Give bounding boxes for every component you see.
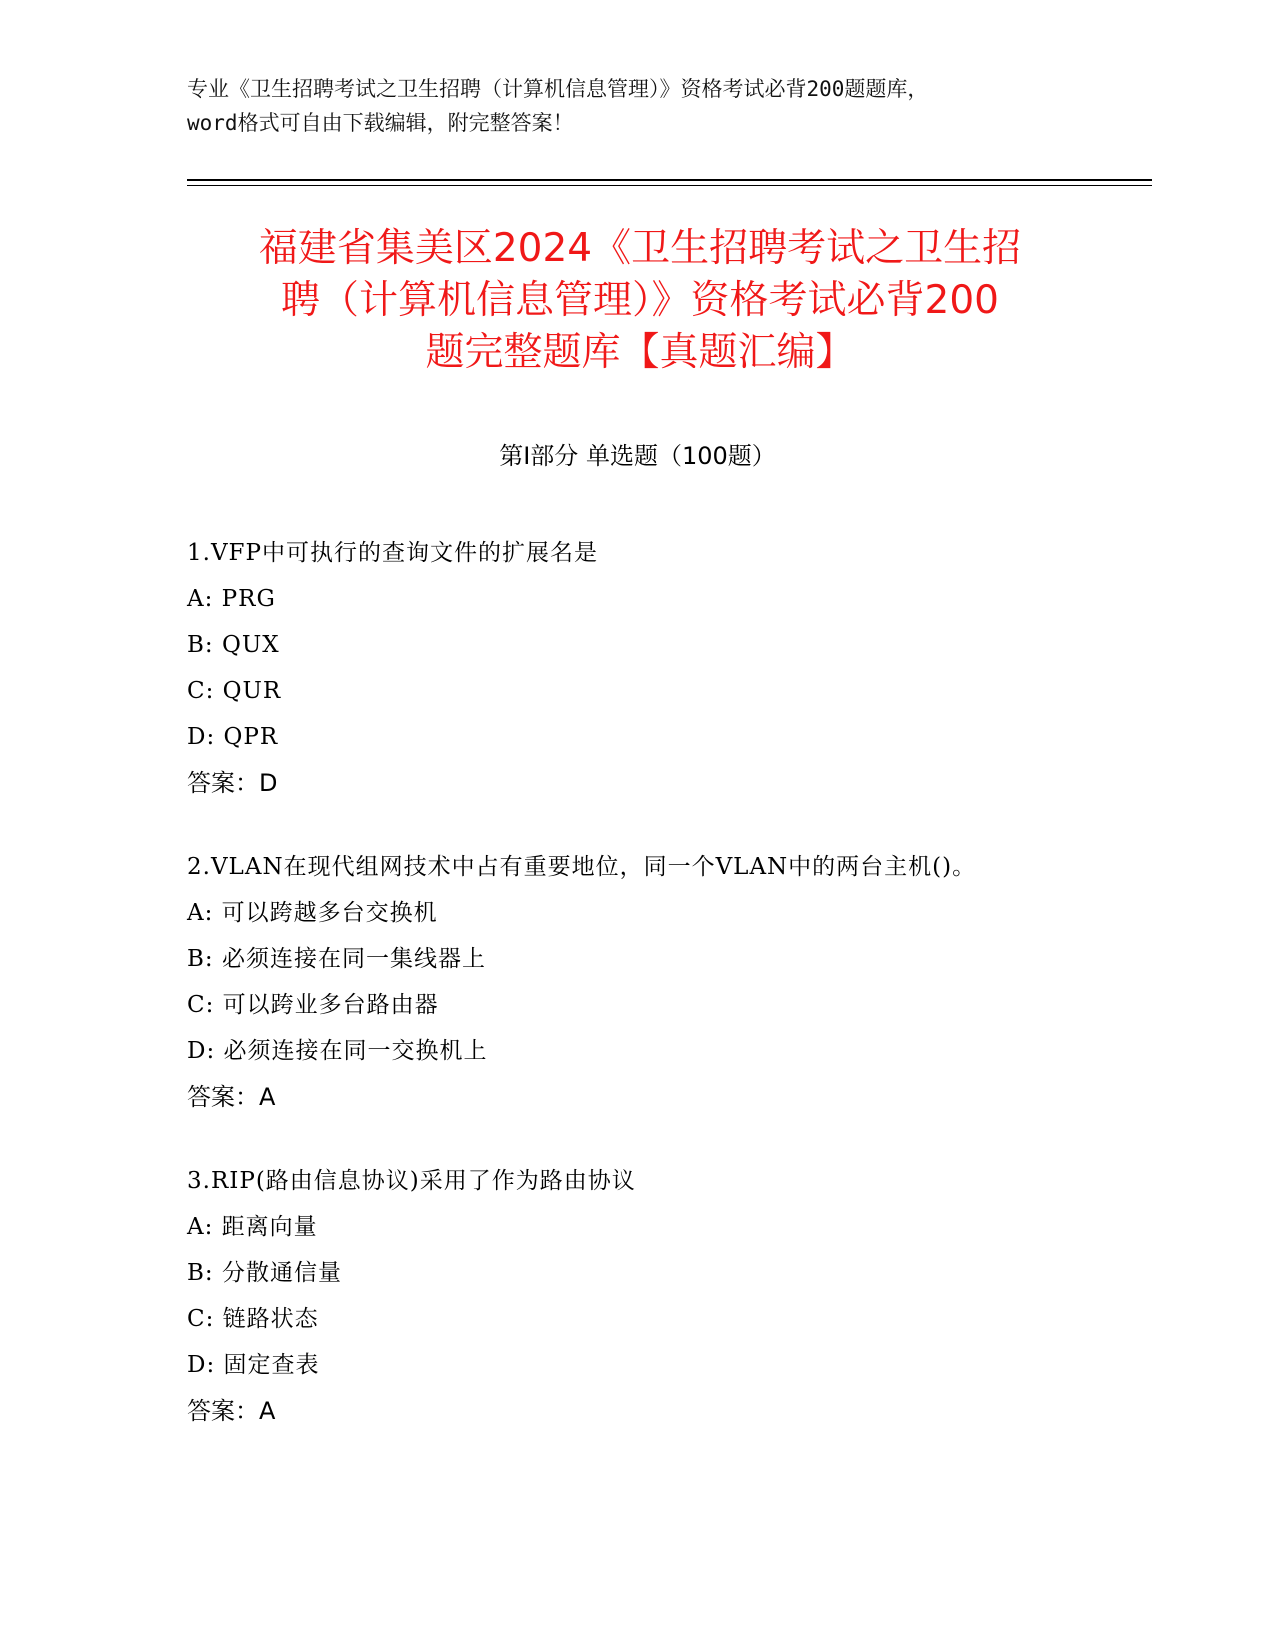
option-a: A: 可以跨越多台交换机 — [187, 900, 438, 926]
question-stem: 1.VFP中可执行的查询文件的扩展名是 — [187, 540, 598, 566]
question-item — [187, 1158, 1087, 1434]
option-c: C: 可以跨业多台路由器 — [187, 992, 439, 1018]
option-d: D: QPR — [187, 724, 279, 750]
option-d: D: 固定查表 — [187, 1352, 320, 1378]
title-line-1: 福建省集美区2024《卫生招聘考试之卫生招 — [258, 226, 1022, 271]
document-title — [190, 223, 1090, 379]
option-c: C: 链路状态 — [187, 1306, 319, 1332]
question-list — [187, 530, 1087, 1472]
header-rule-thick — [187, 179, 1152, 181]
option-b: B: QUX — [187, 632, 280, 658]
answer: 答案：A — [187, 1397, 276, 1425]
option-d: D: 必须连接在同一交换机上 — [187, 1038, 488, 1064]
section-heading: 第I部分 单选题（100题） — [499, 442, 776, 470]
question-stem: 2.VLAN在现代组网技术中占有重要地位，同一个VLAN中的两台主机()。 — [187, 854, 977, 880]
question-stem: 3.RIP(路由信息协议)采用了作为路由协议 — [187, 1168, 636, 1194]
option-c: C: QUR — [187, 678, 282, 704]
option-a: A: PRG — [187, 586, 276, 612]
header-rule-thin — [187, 185, 1152, 186]
title-line-3: 题完整题库【真题汇编】 — [425, 330, 855, 375]
header-line-1: 专业《卫生招聘考试之卫生招聘（计算机信息管理）》资格考试必背200题题库， — [187, 77, 929, 101]
question-item — [187, 844, 1087, 1120]
answer: 答案：A — [187, 1083, 276, 1111]
header-line-2: word格式可自由下载编辑，附完整答案！ — [187, 111, 574, 135]
option-b: B: 分散通信量 — [187, 1260, 342, 1286]
option-a: A: 距离向量 — [187, 1214, 318, 1240]
answer: 答案：D — [187, 769, 278, 797]
question-item — [187, 530, 1087, 806]
option-b: B: 必须连接在同一集线器上 — [187, 946, 486, 972]
document-header — [187, 72, 1087, 140]
title-line-2: 聘（计算机信息管理）》资格考试必背200 — [281, 278, 999, 323]
